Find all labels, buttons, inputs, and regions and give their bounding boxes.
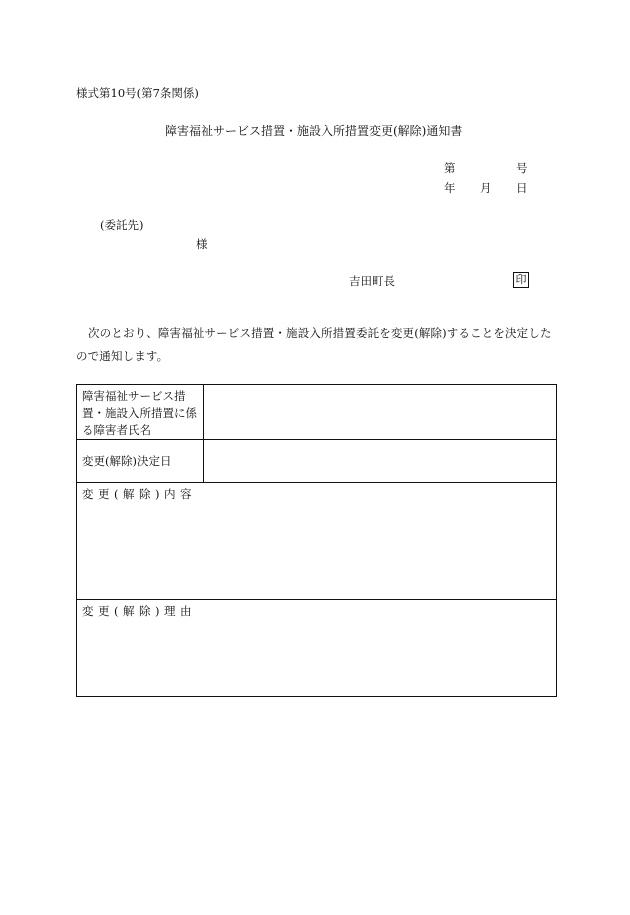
date-day: 日 [516,181,528,195]
decision-date-field[interactable] [204,440,557,483]
change-content-field[interactable] [77,483,557,600]
date-year: 年 [444,181,456,195]
person-name-label: 障害福祉サービス措置・施設入所措置に係る障害者氏名 [77,385,204,440]
recipient-honorific: 様 [196,237,208,251]
decision-date-label: 変更(解除)決定日 [77,440,204,483]
person-name-field[interactable] [204,385,557,440]
notice-body: 次のとおり、障害福祉サービス措置・施設入所措置委託を変更(解除)することを決定したので通知します。 [76,326,552,363]
seal-stamp: 印 [513,272,529,288]
sender-name: 吉田町長 [349,274,395,288]
table-row [77,440,557,483]
form-number: 様式第10号(第7条関係) [76,86,199,100]
change-reason-label: 変更(解除)理由 [82,604,196,618]
change-content-label: 変更(解除)内容 [82,487,196,501]
table-row [77,600,557,697]
table-row [77,385,557,440]
notice-table [76,384,557,697]
number-suffix: 号 [516,161,528,175]
document-title: 障害福祉サービス措置・施設入所措置変更(解除)通知書 [165,124,463,138]
recipient-label: (委託先) [100,218,144,232]
change-reason-field[interactable] [77,600,557,697]
table-row [77,483,557,600]
number-prefix: 第 [444,161,456,175]
date-month: 月 [480,181,492,195]
